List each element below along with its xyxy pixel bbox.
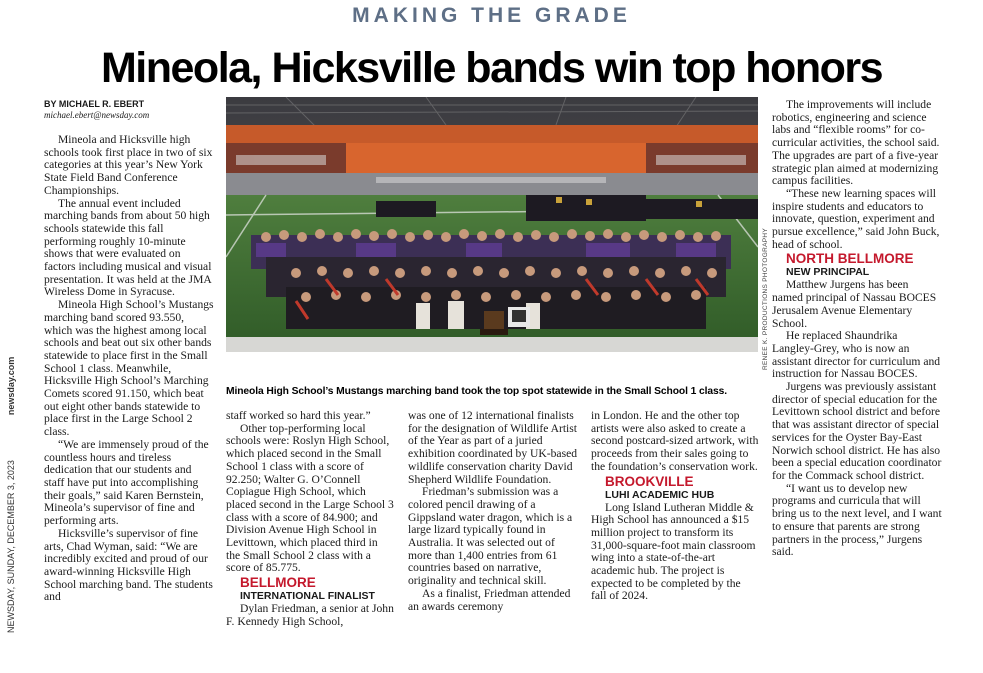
section-heading-brookville: BROOKVILLE: [605, 473, 694, 489]
paragraph: in London. He and the other top artists were also asked to create a second postcard-sized artwork, with proceeds from their sales going to the foundation’s conservation work.: [591, 409, 759, 473]
paragraph: As a finalist, Friedman attended an awards ceremony: [408, 586, 571, 613]
paragraph: The annual event included marching bands from about 50 high schools statewide this fall performing roughly 10-minute shows that were evaluated on factors including musical and visual presentation. It was held at the JMA Wireless Dome in Syracuse.: [44, 196, 212, 299]
article-column-4: [591, 410, 759, 603]
paragraph: The improvements will include robotics, engineering and science labs and “flexible rooms” for co-curricular activities, the school said. The upgrades are part of a five-year strategic plan aimed at modernizing campus facilities.: [772, 98, 940, 188]
paragraph: Mineola and Hicksville high schools took first place in two of six categories at this year’s New York State Field Band Conference Championships.: [44, 133, 213, 197]
section-subheading: LUHI ACADEMIC HUB: [605, 488, 715, 501]
section-subheading: INTERNATIONAL FINALIST: [240, 590, 375, 603]
paragraph: Mineola High School’s Mustangs marching band scored 93.550, which was the highest among local schools and beat out six other bands statewide to place first in the Small School 1 class. Meanwhile, Hicksville High School’s Marching Comets scored 91.150, which beat out eight other bands statewide to place first in the Large School 2 class.: [44, 298, 214, 439]
section-kicker: MAKING THE GRADE: [352, 4, 631, 27]
paragraph: Matthew Jurgens has been named principal of Nassau BOCES Jerusalem Avenue Elementary School.: [772, 278, 937, 330]
paragraph: Long Island Lutheran Middle & High School has announced a $15 million project to transform its 31,000-square-foot main classroom wing into a state-of-the-art academic hub. The project is expected to be completed by the fall of 2024.: [591, 500, 756, 603]
headline: Mineola, Hicksville bands win top honors: [100, 44, 883, 92]
paragraph: was one of 12 international finalists for the designation of Wildlife Artist of the Year as part of a juried exhibition coordinated by UK-based wildlife conservation charity David Shepherd Wildlife Foundation.: [408, 409, 578, 486]
article-column-5: [772, 99, 942, 559]
paragraph: Dylan Friedman, a senior at John F. Kennedy High School,: [226, 602, 394, 628]
paragraph: “These new learning spaces will inspire students and educators to innovate, question, experiment and pursue excellence,” said John Buck, head of school.: [772, 186, 940, 251]
paragraph: “I want us to develop new programs and curricula that will bring us to the next level, and I want to ensure that parents are strong partners in the process,” Jurgens said.: [772, 481, 942, 559]
paragraph: Friedman’s submission was a colored pencil drawing of a Gippsland water dragon, which is a large lizard typically found in Australia. It was selected out of more than 1,400 entries from 61 countries based on narrative, originality and technical skill.: [408, 485, 573, 588]
section-heading-bellmore: BELLMORE: [240, 575, 316, 591]
paragraph: Jurgens was previously assistant director of special education for the Levittown school district and before that was assistant director of special services for the Oyster Bay-East Norwich school district. He has also been a special education coordinator for the Commack school district.: [772, 380, 942, 482]
site-name: newsday.com: [6, 356, 16, 416]
paragraph: staff worked so hard this year.”: [226, 409, 371, 422]
paragraph: He replaced Shaundrika Langley-Grey, who is now an assistant director for curriculum and instruction for Nassau BOCES.: [772, 329, 941, 381]
paragraph: Other top-performing local schools were: Roslyn High School, which placed second in the Small School 1 class with a score of 92.250; Walter G. O’Connell Copiague High School, which placed second in the Large School 3 class with a score of 84.900; and Division Avenue High School in Levittown, which placed third in the Small School 2 class with a score of 85.775.: [226, 421, 394, 575]
author-email[interactable]: michael.ebert@newsday.com: [44, 110, 150, 120]
byline: BY MICHAEL R. EBERT: [44, 99, 145, 109]
section-subheading: NEW PRINCIPAL: [786, 266, 870, 279]
section-heading-north-bellmore: NORTH BELLMORE: [786, 251, 914, 267]
band-photo: [226, 97, 758, 352]
article-column-3: [408, 410, 578, 613]
article-column-1: [44, 99, 214, 604]
photo-caption: Mineola High School’s Mustangs marching band took the top spot statewide in the Small School 1 class.: [226, 386, 728, 397]
paragraph: Hicksville’s supervisor of fine arts, Chad Wyman, said: “We are incredibly excited and proud of our award-winning Hicksville High School marching band. The students and: [44, 526, 213, 604]
photo-credit: RENEE K. PRODUCTIONS PHOTOGRAPHY: [762, 227, 769, 370]
dateline-text: NEWSDAY, SUNDAY, DECEMBER 3, 2023: [6, 460, 16, 633]
article-column-2: [226, 410, 394, 629]
page-dateline: [6, 356, 16, 633]
photo-illustration: [226, 97, 758, 352]
paragraph: “We are immensely proud of the countless hours and tireless dedication that our students and staff have put into accomplishing their goals,” said Karen Bernstein, Mineola’s supervisor of fine and performing arts.: [44, 437, 209, 528]
